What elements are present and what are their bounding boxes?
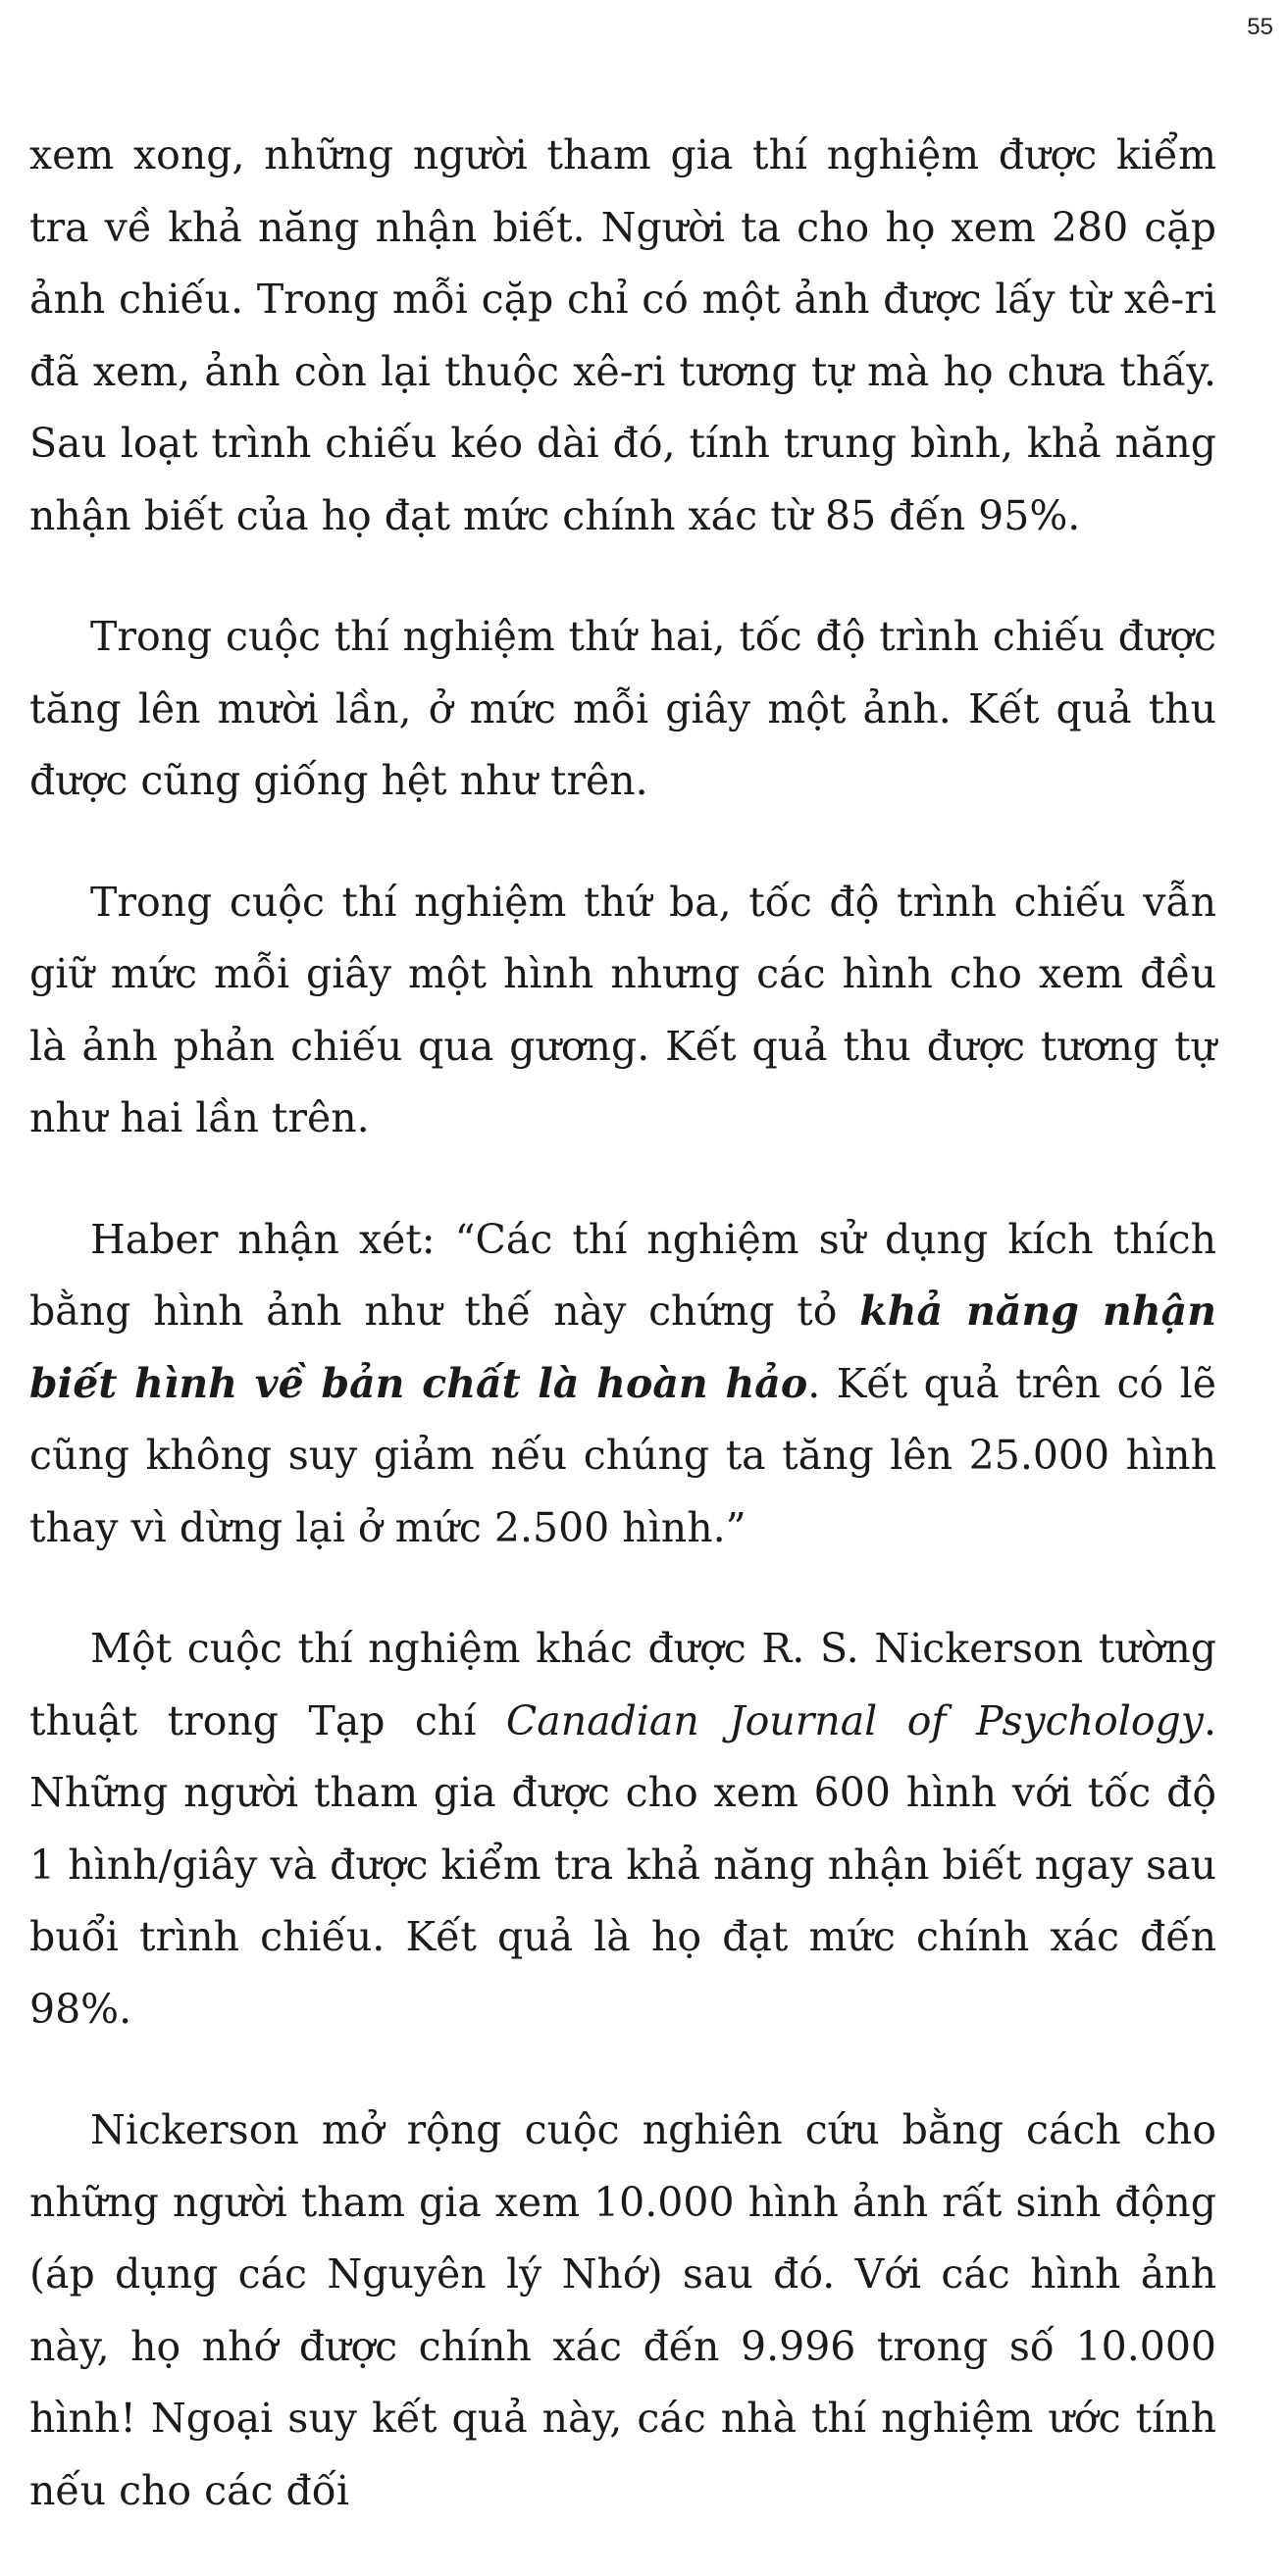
paragraph-4-text-before: Haber nhận xét: “Các thí nghiệm sử dụng kích thích bằng hình ảnh như thế này chứng tỏ xyxy=(29,1215,1216,1335)
book-page-text xyxy=(29,120,1216,2576)
paragraph-5 xyxy=(29,1613,1216,2046)
paragraph-2: Trong cuộc thí nghiệm thứ hai, tốc độ trình chiếu được tăng lên mười lần, ở mức mỗi giây một ảnh. Kết quả thu được cũng giống hệt như trên. xyxy=(29,613,1216,804)
paragraph-5-text-before: Một cuộc thí nghiệm khác được R. S. Nickerson tường thuật trong Tạp chí xyxy=(29,1625,1216,1744)
page-number: 55 xyxy=(1247,14,1273,40)
paragraph-4-text-after: . Kết quả trên có lẽ cũng không suy giảm nếu chúng ta tăng lên 25.000 hình thay vì dừng lại ở mức 2.500 hình.” xyxy=(29,1359,1217,1551)
paragraph-4-emphasis: khả năng nhận biết hình về bản chất là hoàn hảo xyxy=(29,1288,1216,1407)
paragraph-5-text-after: . Những người tham gia được cho xem 600 hình với tốc độ 1 hình/giây và được kiểm tra khả năng nhận biết ngay sau buổi trình chiếu. Kết quả là họ đạt mức chính xác đến 98%. xyxy=(29,1696,1216,2033)
paragraph-6: Nickerson mở rộng cuộc nghiên cứu bằng cách cho những người tham gia xem 10.000 hình ảnh rất sinh động (áp dụng các Nguyên lý Nhớ) sau đó. Với các hình ảnh này, họ nhớ được chính xác đến 9.996 trong số 10.000 hình! Ngoại suy kết quả này, các nhà thí nghiệm ước tính nếu cho các đối xyxy=(29,2106,1216,2514)
paragraph-4 xyxy=(29,1204,1216,1565)
paragraph-3: Trong cuộc thí nghiệm thứ ba, tốc độ trình chiếu vẫn giữ mức mỗi giây một hình nhưng các hình cho xem đều là ảnh phản chiếu qua gương. Kết quả thu được tương tự như hai lần trên. xyxy=(29,878,1216,1141)
journal-title: Canadian Journal of Psychology xyxy=(505,1696,1204,1744)
paragraph-1: xem xong, những người tham gia thí nghiệm được kiểm tra về khả năng nhận biết. Người ta cho họ xem 280 cặp ảnh chiếu. Trong mỗi cặp chỉ có một ảnh được lấy từ xê-ri đã xem, ảnh còn lại thuộc xê-ri tương tự mà họ chưa thấy. Sau loạt trình chiếu kéo dài đó, tính trung bình, khả năng nhận biết của họ đạt mức chính xác từ 85 đến 95%. xyxy=(29,131,1216,539)
